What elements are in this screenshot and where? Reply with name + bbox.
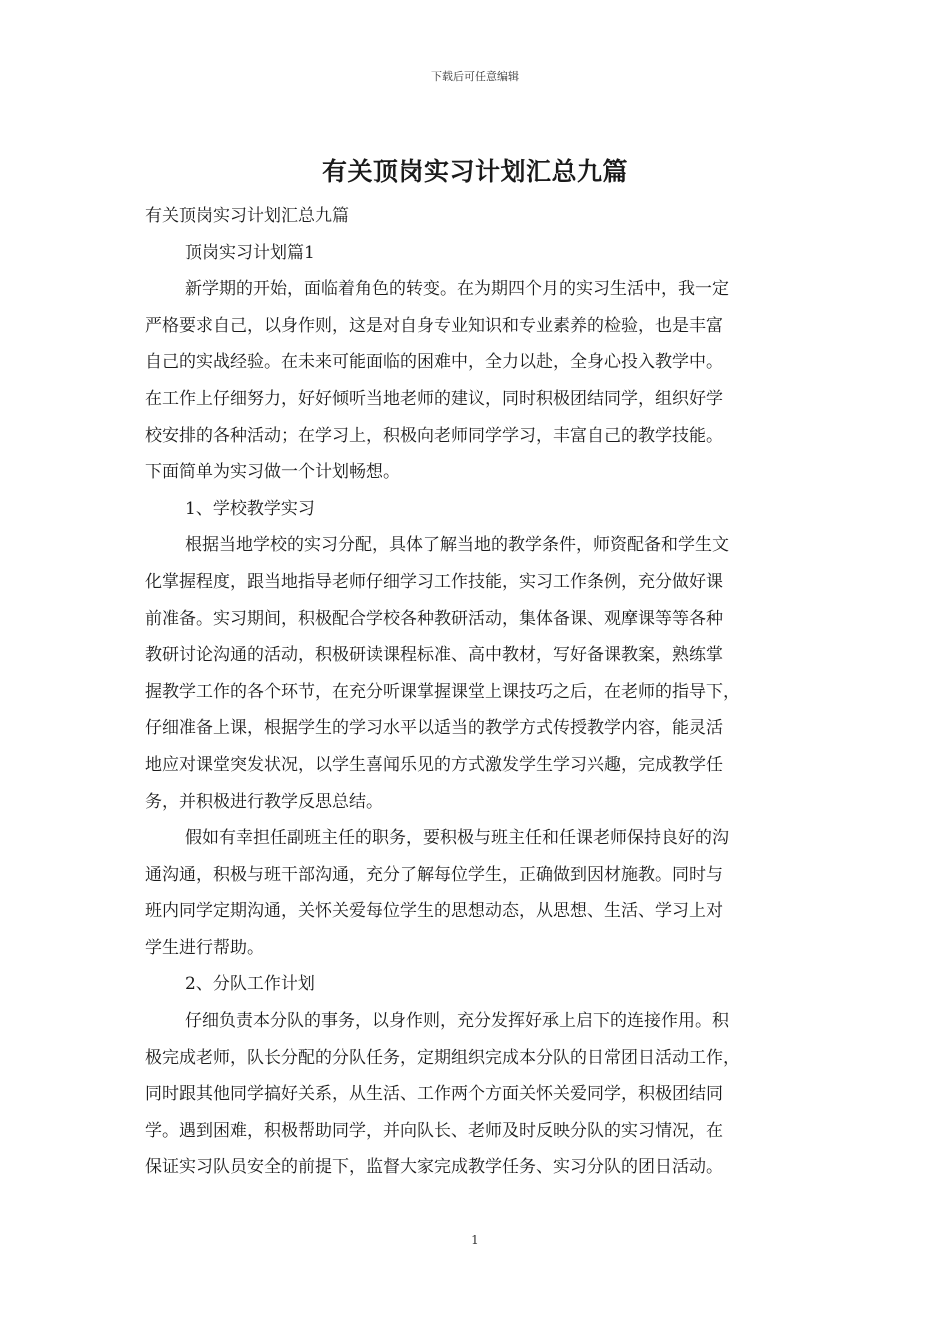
paragraph-line: 严格要求自己，以身作则，这是对自身专业知识和专业素养的检验，也是丰富 <box>145 315 723 336</box>
paragraph-line: 极完成老师，队长分配的分队任务，定期组织完成本分队的日常团日活动工作， <box>145 1047 740 1068</box>
page-number: 1 <box>471 1233 479 1247</box>
document-title: 有关顶岗实习计划汇总九篇 <box>321 157 628 186</box>
paragraph-line: 学生进行帮助。 <box>145 937 264 958</box>
section-heading: 顶岗实习计划篇1 <box>185 242 315 263</box>
paragraph-line: 通沟通，积极与班干部沟通，充分了解每位学生，正确做到因材施教。同时与 <box>145 864 723 885</box>
paragraph-line: 自己的实战经验。在未来可能面临的困难中，全力以赴，全身心投入教学中。 <box>145 352 723 373</box>
paragraph-line: 下面简单为实习做一个计划畅想。 <box>145 462 400 483</box>
paragraph-line: 教研讨论沟通的活动，积极研读课程标准、高中教材，写好备课教案，熟练掌 <box>145 645 723 666</box>
paragraph-line: 地应对课堂突发状况，以学生喜闻乐见的方式激发学生学习兴趣，完成教学任 <box>145 754 723 775</box>
paragraph-line: 学。遇到困难，积极帮助同学，并向队长、老师及时反映分队的实习情况，在 <box>145 1120 723 1141</box>
paragraph-line: 校安排的各种活动；在学习上，积极向老师同学学习，丰富自己的教学技能。 <box>145 425 723 446</box>
section-heading: 1、学校教学实习 <box>185 498 315 519</box>
paragraph-line: 假如有幸担任副班主任的职务，要积极与班主任和任课老师保持良好的沟 <box>185 828 729 849</box>
paragraph-line: 握教学工作的各个环节，在充分听课掌握课堂上课技巧之后，在老师的指导下， <box>145 681 740 702</box>
paragraph-line: 务，并积极进行教学反思总结。 <box>145 791 383 812</box>
paragraph-line: 保证实习队员安全的前提下，监督大家完成教学任务、实习分队的团日活动。 <box>145 1157 723 1178</box>
subtitle-line: 有关顶岗实习计划汇总九篇 <box>145 206 349 226</box>
paragraph-line: 在工作上仔细努力，好好倾听当地老师的建议，同时积极团结同学，组织好学 <box>145 388 723 409</box>
paragraph-line: 仔细负责本分队的事务，以身作则，充分发挥好承上启下的连接作用。积 <box>185 1011 729 1032</box>
section-heading: 2、分队工作计划 <box>185 974 315 995</box>
paragraph-line: 同时跟其他同学搞好关系，从生活、工作两个方面关怀关爱同学，积极团结同 <box>145 1084 723 1105</box>
paragraph-line: 新学期的开始，面临着角色的转变。在为期四个月的实习生活中，我一定 <box>185 279 729 300</box>
paragraph-line: 化掌握程度，跟当地指导老师仔细学习工作技能，实习工作条例，充分做好课 <box>145 571 723 592</box>
paragraph-line: 班内同学定期沟通，关怀关爱每位学生的思想动态，从思想、生活、学习上对 <box>145 901 723 922</box>
header-note: 下载后可任意编辑 <box>431 70 519 83</box>
document-body <box>145 198 807 1186</box>
paragraph-line: 仔细准备上课，根据学生的学习水平以适当的教学方式传授教学内容，能灵活 <box>145 718 723 739</box>
paragraph-line: 前准备。实习期间，积极配合学校各种教研活动，集体备课、观摩课等等各种 <box>145 608 723 629</box>
paragraph-line: 根据当地学校的实习分配，具体了解当地的教学条件，师资配备和学生文 <box>185 535 729 556</box>
